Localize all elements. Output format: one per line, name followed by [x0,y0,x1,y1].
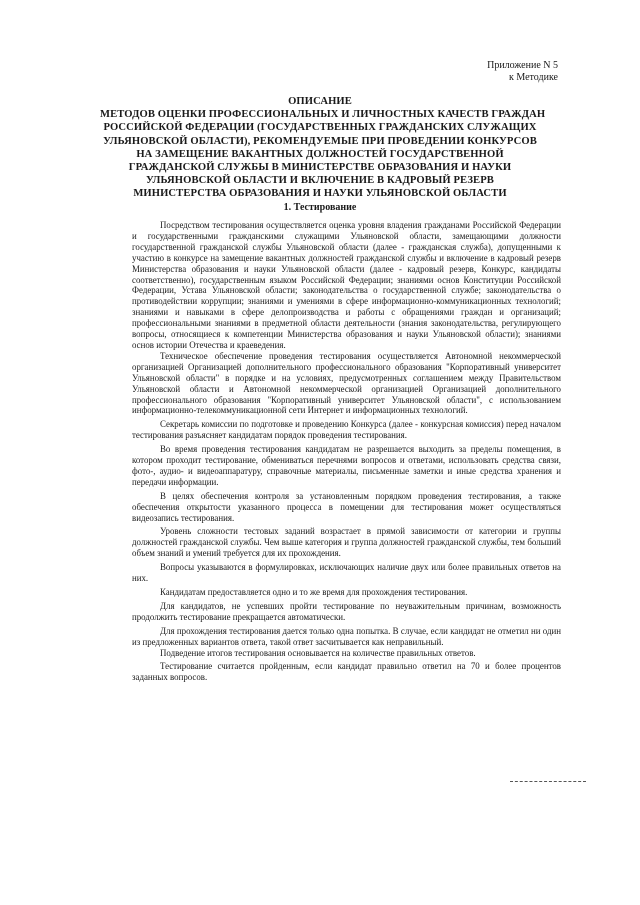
paragraph: Секретарь комиссии по подготовке и проведению Конкурса (далее - конкурсная комиссия) перед началом тестирования разъясняет кандидатам порядок проведения тестирования. [132,419,561,441]
annex-number: Приложение N 5 [487,60,558,71]
section-heading: 1. Тестирование [283,202,357,213]
title-line: ГРАЖДАНСКОЙ СЛУЖБЫ В МИНИСТЕРСТВЕ ОБРАЗОВАНИЯ И НАУКИ [128,162,512,174]
title-line: УЛЬЯНОВСКОЙ ОБЛАСТИ), РЕКОМЕНДУЕМЫЕ ПРИ ПРОВЕДЕНИИ КОНКУРСОВ [103,135,537,147]
paragraph: Кандидатам предоставляется одно и то же время для прохождения тестирования. [160,587,468,597]
annex-methodology-ref: к Методике [509,72,558,83]
paragraph: Техническое обеспечение проведения тестирования осуществляется Автономной некоммерческой организацией Организацией дополнительного профессионального образования "Корпоративный университет Ульяновской области" в порядке и на условиях, предусмотренных соглашением между Правительством Ульяновской области и Автономной некоммерческой организацией Организацией дополнительного профессионального образования "Корпоративный университет Ульяновской области", с использованием информационно-телекоммуникационной сети Интернет и информационных технологий. [132,350,561,416]
title-line: ОПИСАНИЕ [288,96,352,107]
title-line: УЛЬЯНОВСКОЙ ОБЛАСТИ И ВКЛЮЧЕНИЕ В КАДРОВЫЙ РЕЗЕРВ [146,175,494,187]
paragraph: Для прохождения тестирования дается только одна попытка. В случае, если кандидат не отметил ни один из предложенных вариантов ответа, такой ответ засчитывается как неправильный. [132,625,561,647]
paragraph: Вопросы указываются в формулировках, исключающих наличие двух или более правильных ответов на них. [132,562,561,584]
paragraph: Тестирование считается пройденным, если кандидат правильно ответил на 70 и более процентов заданных вопросов. [132,661,561,683]
paragraph: Посредством тестирования осуществляется оценка уровня владения гражданами Российской Федерации и государственными гражданскими служащими Ульяновской области, замещающими должности государственной гражданской службы Ульяновской области (далее - гражданская служба), допущенными к участию в конкурсе на замещение вакантных должностей гражданской службы и включение в кадровый резерв Министерства образования и науки Ульяновской области (далее - кадровый резерв, Конкурс, кандидаты соответственно), государственным языком Российской Федерации; знаниями основ Конституции Российской Федерации, Устава Ульяновской области; законодательства о государственной службе; законодательства о противодействии коррупции; знаниями и умениями в сфере информационно-коммуникационных технологий; знаниями и навыками в сфере делопроизводства и работы с обращениями граждан и организаций; профессиональными знаниями в предметной области деятельности (знания законодательства, регулирующего вопросы, относящиеся к компетенции Министерства образования и науки Ульяновской области); знаниями основ истории Отечества и краеведения. [132,220,561,350]
paragraph: Подведение итогов тестирования основывается на количестве правильных ответов. [160,647,476,658]
document-title [100,95,546,201]
paragraph: Для кандидатов, не успевших пройти тестирование по неуважительным причинам, возможность продолжить тестирование прекращается автоматически. [132,600,561,622]
paragraph: Во время проведения тестирования кандидатам не разрешается выходить за пределы помещения, в котором проходит тестирование, обмениваться перечнями вопросов и ответами, использовать средства связи, фото-, аудио- и видеоаппаратуру, справочные материалы, письменные заметки и иные средства хранения и передачи информации. [132,444,561,487]
title-line: МЕТОДОВ ОЦЕНКИ ПРОФЕССИОНАЛЬНЫХ И ЛИЧНОСТНЫХ КАЧЕСТВ ГРАЖДАН [100,109,546,121]
paragraph: Уровень сложности тестовых заданий возрастает в прямой зависимости от категории и группы должностей гражданской службы. Чем выше категория и группа должностей гражданской службы, тем больший объем знаний и умений требуется для их прохождения. [132,526,561,559]
title-line: НА ЗАМЕЩЕНИЕ ВАКАНТНЫХ ДОЛЖНОСТЕЙ ГОСУДАРСТВЕННОЙ [136,148,504,160]
footer-separator [510,781,586,782]
title-line: МИНИСТЕРСТВА ОБРАЗОВАНИЯ И НАУКИ УЛЬЯНОВСКОЙ ОБЛАСТИ [133,188,507,200]
body-text [132,220,561,683]
title-line: РОССИЙСКОЙ ФЕДЕРАЦИИ (ГОСУДАРСТВЕННЫХ ГРАЖДАНСКИХ СЛУЖАЩИХ [103,122,537,134]
annex-reference [487,60,558,84]
paragraph: В целях обеспечения контроля за установленным порядком проведения тестирования, а также обеспечения открытости указанного процесса в помещении для тестирования может осуществляться видеозапись тестирования. [132,490,561,523]
